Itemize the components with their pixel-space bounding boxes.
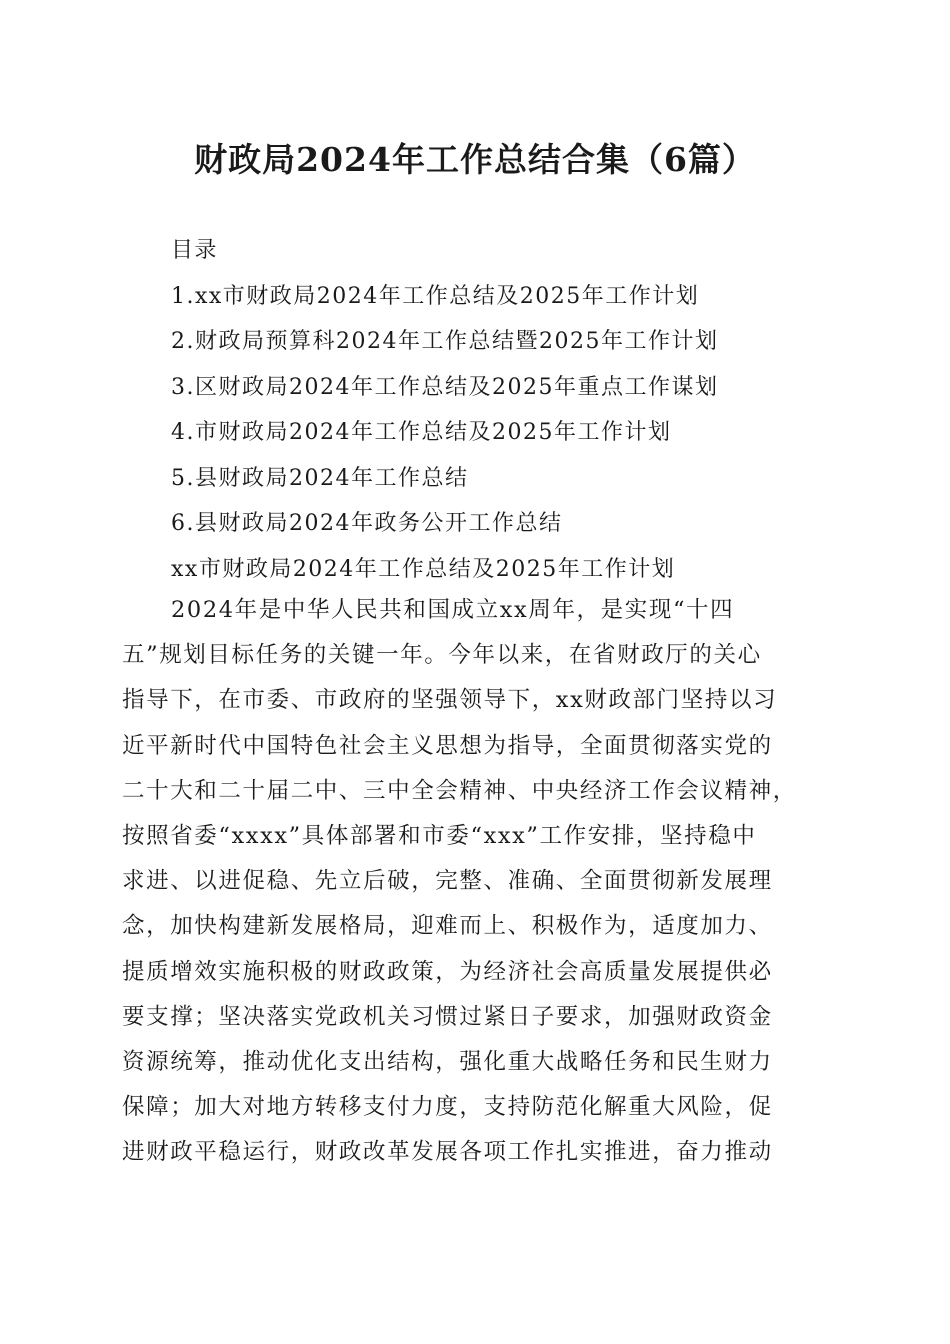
toc-heading: 目录 bbox=[171, 238, 219, 263]
section-title: xx市财政局2024年工作总结及2025年工作计划 bbox=[171, 556, 676, 582]
paragraph-line: 近平新时代中国特色社会主义思想为指导，全面贯彻落实党的 bbox=[122, 732, 773, 759]
paragraph-line: 提质增效实施积极的财政政策，为经济社会高质量发展提供必 bbox=[122, 958, 773, 985]
paragraph-line: 资源统筹，推动优化支出结构，强化重大战略任务和民生财力 bbox=[122, 1048, 773, 1075]
paragraph-line: 2024年是中华人民共和国成立xx周年，是实现“十四 bbox=[171, 597, 735, 623]
paragraph-line: 进财政平稳运行，财政改革发展各项工作扎实推进，奋力推动 bbox=[122, 1139, 773, 1166]
paragraph-line: 求进、以进促稳、先立后破，完整、准确、全面贯彻新发展理 bbox=[122, 868, 773, 895]
document-title: 财政局2024年工作总结合集（6篇） bbox=[194, 140, 756, 179]
toc-item: 6.县财政局2024年政务公开工作总结 bbox=[171, 511, 563, 536]
table-of-contents bbox=[171, 228, 871, 592]
paragraph-line: 五”规划目标任务的关键一年。今年以来，在省财政厅的关心 bbox=[122, 642, 762, 669]
body-paragraph bbox=[122, 588, 832, 1175]
paragraph-line: 二十大和二十届二中、三中全会精神、中央经济工作会议精神， bbox=[122, 777, 797, 804]
toc-item: 1.xx市财政局2024年工作总结及2025年工作计划 bbox=[171, 283, 700, 309]
toc-item: 2.财政局预算科2024年工作总结暨2025年工作计划 bbox=[171, 329, 719, 354]
paragraph-line: 保障；加大对地方转移支付力度，支持防范化解重大风险，促 bbox=[122, 1094, 773, 1121]
toc-item: 3.区财政局2024年工作总结及2025年重点工作谋划 bbox=[171, 374, 719, 400]
toc-item: 5.县财政局2024年工作总结 bbox=[171, 465, 469, 491]
paragraph-line: 念，加快构建新发展格局，迎难而上、积极作为，适度加力、 bbox=[122, 913, 773, 940]
toc-item: 4.市财政局2024年工作总结及2025年工作计划 bbox=[171, 420, 672, 445]
paragraph-line: 按照省委“xxxx”具体部署和市委“xxx”工作安排，坚持稳中 bbox=[122, 822, 757, 849]
paragraph-line: 要支撑；坚决落实党政机关习惯过紧日子要求，加强财政资金 bbox=[122, 1003, 773, 1030]
paragraph-line: 指导下，在市委、市政府的坚强领导下，xx财政部门坚持以习 bbox=[122, 687, 778, 714]
